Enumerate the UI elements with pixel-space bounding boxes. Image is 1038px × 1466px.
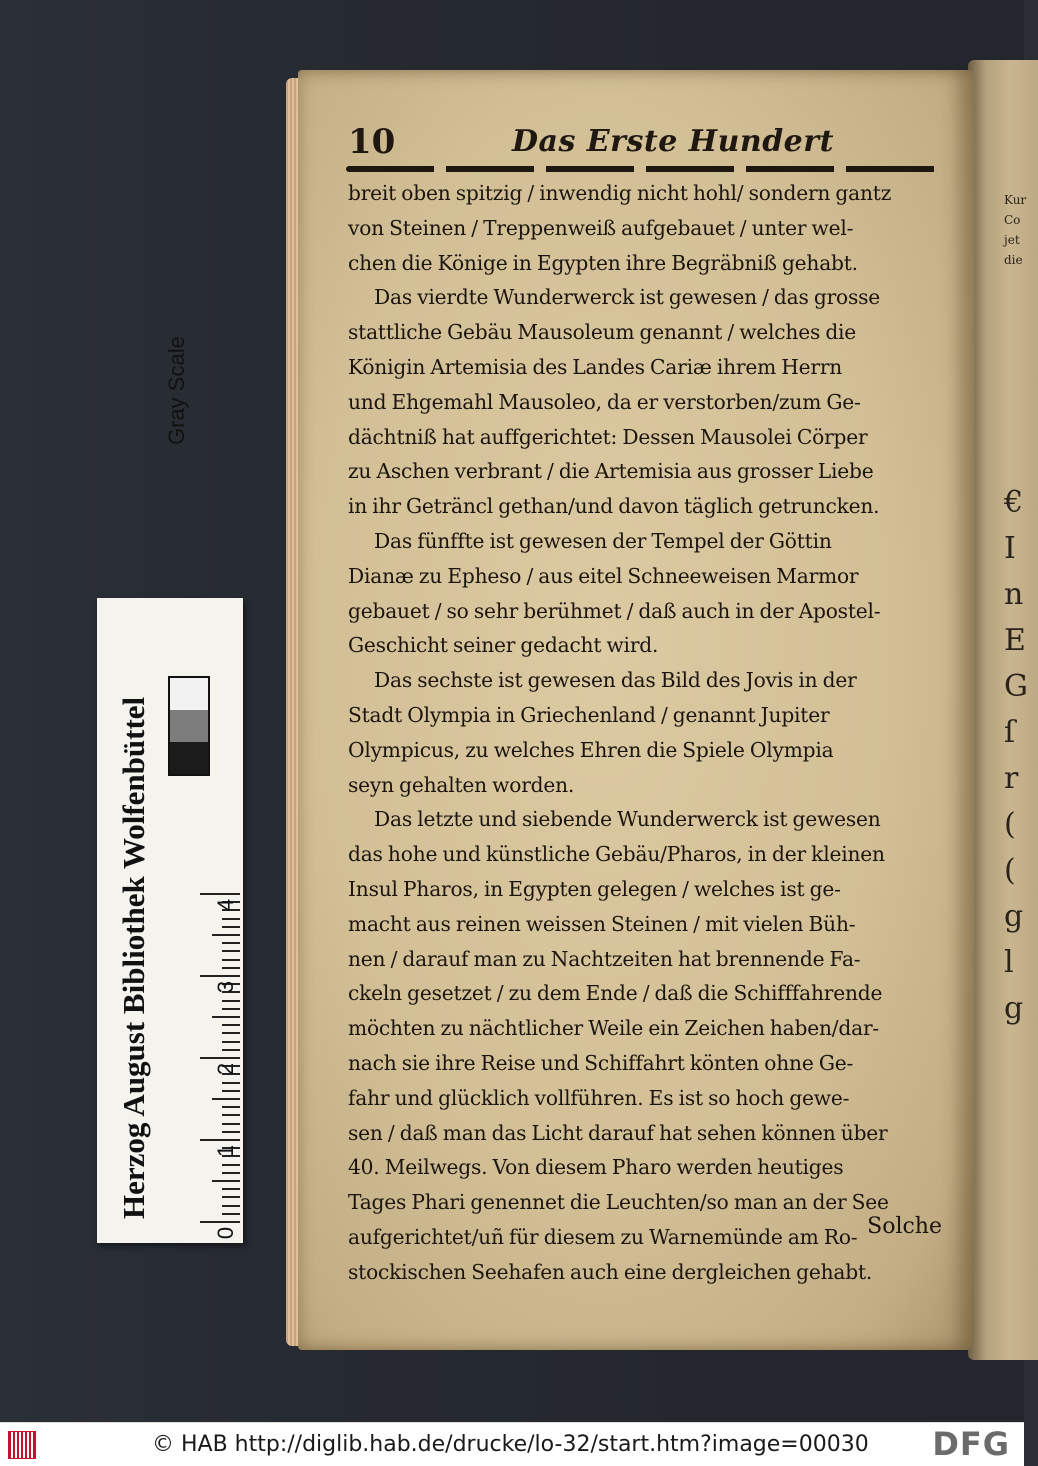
ruler-number: 4	[213, 898, 238, 912]
ruler-number: 0	[213, 1226, 238, 1240]
text-line: dächtniß hat auffgerichtet: Dessen Mausolei Cörper	[348, 424, 868, 449]
ruler-tick	[222, 959, 240, 961]
ruler-tick	[222, 1114, 240, 1116]
facing-fragment: G	[1004, 669, 1028, 704]
text-line: Tages Phari genennet die Leuchten/so man an der See	[348, 1190, 889, 1215]
text-line: Dianæ zu Epheso / aus eitel Schneeweisen Marmor	[348, 563, 859, 588]
ruler-tick	[222, 967, 240, 969]
facing-fragment: Kur	[1004, 193, 1027, 207]
text-line: ckeln gesetzet / zu dem Ende / daß die Schifffahrende	[348, 981, 883, 1006]
text-line: Das vierdte Wunderwerck ist gewesen / das grosse	[374, 285, 881, 310]
page-number: 10	[348, 122, 396, 162]
ruler-tick	[222, 1213, 240, 1215]
gray-swatch	[170, 678, 208, 710]
text-line: stattliche Gebäu Mausoleum genannt / welches die	[348, 320, 857, 345]
text-line: Königin Artemisia des Landes Cariæ ihrem Herrn	[348, 354, 843, 379]
text-line: nach sie ihre Reise und Schiffahrt könten ohne Ge-	[348, 1050, 854, 1075]
ruler-tick	[222, 950, 240, 952]
facing-fragment: jet	[1004, 233, 1020, 247]
text-line: fahr und glücklich vollführen. Es ist so hoch gewe-	[348, 1085, 850, 1110]
ruler-tick	[222, 1131, 240, 1133]
ruler-tick	[212, 934, 240, 936]
text-line: chen die Könige in Egypten ihre Begräbniß gehabt.	[348, 250, 858, 275]
text-line: aufgerichtet/uñ für diesem zu Warnemünde am Ro-	[348, 1224, 858, 1249]
ruler-tick	[222, 1196, 240, 1198]
text-line: seyn gehalten worden.	[348, 772, 575, 797]
text-line: Geschicht seiner gedacht wird.	[348, 633, 659, 658]
text-line: von Steinen / Treppenweiß aufgebauet / unter wel-	[348, 215, 854, 240]
facing-fragment: r	[1004, 761, 1019, 796]
text-line: breit oben spitzig / inwendig nicht hohl/ sondern gantz	[348, 181, 892, 205]
ruler-tick	[222, 1188, 240, 1190]
ruler-tick	[222, 1032, 240, 1034]
body-text	[348, 176, 954, 1290]
ruler-tick	[222, 1008, 240, 1010]
ruler-tick	[222, 1172, 240, 1174]
facing-fragment: l	[1004, 945, 1014, 980]
gray-swatch	[170, 742, 208, 774]
text-line: 40. Meilwegs. Von diesem Pharo werden heutiges	[348, 1155, 844, 1180]
facing-fragment: g	[1004, 899, 1024, 934]
ruler-tick	[222, 1000, 240, 1002]
gray-swatch	[170, 710, 208, 742]
facing-fragment: g	[1004, 991, 1024, 1026]
text-line: Das letzte und siebende Wunderwerck ist gewesen	[374, 807, 881, 832]
facing-page	[968, 60, 1038, 1360]
gray-scale-label: Gray Scale	[164, 336, 189, 445]
ruler-number: 2	[213, 1062, 238, 1076]
ruler-tick	[222, 1090, 240, 1092]
ruler-tick	[222, 1049, 240, 1051]
ruler-tick	[212, 1016, 240, 1018]
facing-page-fragments	[1004, 190, 1027, 270]
text-line: in ihr Geträncl gethan/und davon täglich getruncken.	[348, 494, 880, 519]
ruler-tick	[222, 942, 240, 944]
book-page	[298, 70, 974, 1350]
ruler-tick	[222, 1106, 240, 1108]
ruler-number: 3	[213, 980, 238, 994]
text-line: möchten zu nächtlicher Weile ein Zeichen haben/dar-	[348, 1016, 880, 1041]
facing-fragment: Co	[1004, 213, 1021, 227]
facing-fragment: I	[1004, 531, 1016, 566]
text-line: nen / darauf man zu Nachtzeiten hat brennende Fa-	[348, 946, 861, 971]
running-head	[348, 122, 938, 162]
facing-fragment: €	[1004, 485, 1024, 520]
text-line: stockischen Seehafen auch eine dergleichen gehabt.	[348, 1259, 873, 1284]
ruler-tick	[222, 1082, 240, 1084]
facing-fragment: ſ	[1004, 715, 1016, 750]
facing-fragment: (	[1004, 853, 1016, 888]
text-line: das hohe und künstliche Gebäu/Pharos, in der kleinen	[348, 842, 885, 867]
ruler-number: 1	[213, 1144, 238, 1158]
text-line: gebauet / so sehr berühmet / daß auch in der Apostel-	[348, 598, 881, 623]
ruler-tick	[222, 1164, 240, 1166]
library-name: Herzog August Bibliothek Wolfenbüttel	[116, 696, 151, 1219]
text-line: Das sechste ist gewesen das Bild des Jovis in der	[374, 668, 857, 693]
hab-logo-icon	[8, 1431, 36, 1459]
facing-fragment: (	[1004, 807, 1016, 842]
ruler	[196, 885, 240, 1221]
text-line: und Ehgemahl Mausoleo, da er verstorben/zum Ge-	[348, 389, 861, 414]
text-line: sen / daß man das Licht darauf hat sehen können über	[348, 1120, 888, 1145]
copyright-url[interactable]: © HAB http://diglib.hab.de/drucke/lo-32/start.htm?image=00030	[152, 1432, 869, 1457]
dfg-logo: DFG	[932, 1425, 1010, 1463]
text-line: Insul Pharos, in Egypten gelegen / welches ist ge-	[348, 876, 841, 901]
ruler-tick	[212, 1098, 240, 1100]
facing-fragment: E	[1004, 623, 1026, 658]
header-rule	[346, 166, 936, 172]
ruler-tick	[222, 1024, 240, 1026]
ruler-tick	[222, 918, 240, 920]
ruler-tick	[212, 1180, 240, 1182]
running-head-title: Das Erste Hundert	[512, 124, 834, 159]
ruler-tick	[222, 1123, 240, 1125]
footer-bar	[0, 1422, 1024, 1466]
catchword: Solche	[867, 1214, 942, 1239]
facing-page-fragments-large	[1004, 480, 1028, 1032]
text-line: Stadt Olympia in Griechenland / genannt Jupiter	[348, 702, 830, 727]
text-line: macht aus reinen weissen Steinen / mit vielen Büh-	[348, 911, 856, 936]
text-line: Das fünffte ist gewesen der Tempel der Göttin	[374, 528, 832, 553]
ruler-tick	[222, 1041, 240, 1043]
gray-swatches	[168, 676, 210, 776]
facing-fragment: n	[1004, 577, 1024, 612]
ruler-tick	[222, 926, 240, 928]
text-line: Olympicus, zu welches Ehren die Spiele Olympia	[348, 737, 834, 762]
facing-fragment: die	[1004, 253, 1023, 267]
text-line: zu Aschen verbrant / die Artemisia aus grosser Liebe	[348, 459, 874, 484]
ruler-tick	[222, 1205, 240, 1207]
